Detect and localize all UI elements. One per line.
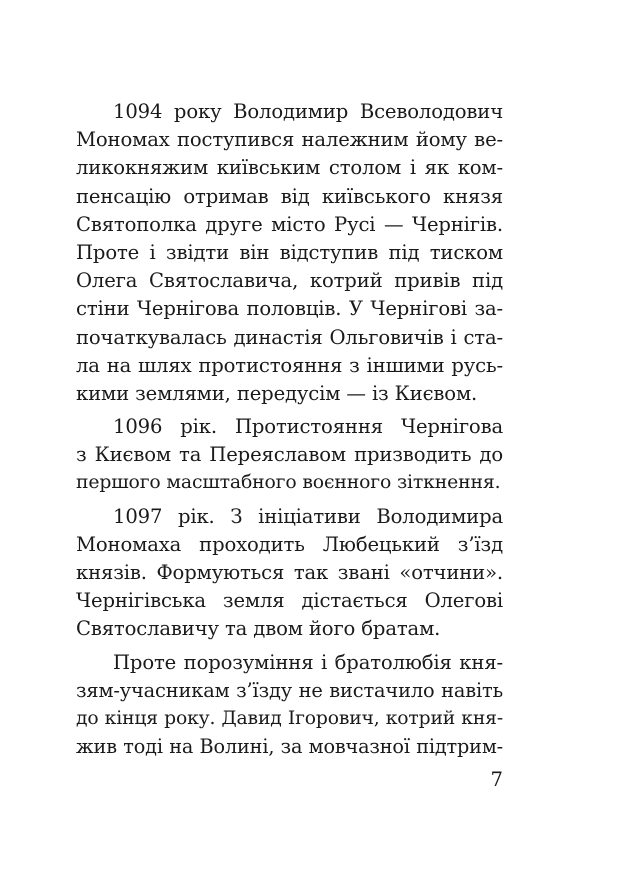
text-line: князів. Формуються так звані «отчини». xyxy=(76,561,503,584)
text-line: Мономаха проходить Любецький з’їзд xyxy=(76,532,503,556)
text-line: ла на шлях протистояння з іншими русь- xyxy=(76,353,503,377)
text-line: кими землями, передусім — із Києвом. xyxy=(76,381,478,405)
text-line: Проте і звідти він відступив під тиском xyxy=(76,240,503,264)
text-line: Чернігівська земля дістається Олегові xyxy=(76,589,503,613)
text-line: Святославичу та двом його братам. xyxy=(76,617,441,641)
text-line: стіни Чернігова половців. У Чернігові за- xyxy=(76,297,503,321)
body-text xyxy=(76,98,503,761)
text-line: до кінця року. Давид Ігорович, котрий кня- xyxy=(76,707,503,729)
text-line: 1097 рік. З ініціативи Володимира xyxy=(113,504,503,528)
text-line: Проте порозуміння і братолюбія кня- xyxy=(113,650,503,674)
text-line: 1096 рік. Протистояння Чернігова xyxy=(113,415,503,439)
text-line: першого масштабного воєнного зіткнення. xyxy=(76,472,501,494)
text-line: з Києвом та Переяславом призводить до xyxy=(76,443,503,467)
text-line: Святополка друге місто Русі — Чернігів. xyxy=(76,212,503,236)
text-line: зям-учасникам з’їзду не вистачило навіть xyxy=(76,678,503,702)
text-line: 1094 року Володимир Всеволодович xyxy=(113,100,503,123)
page-number: 7 xyxy=(490,768,503,791)
text-line: жив тоді на Волині, за мовчазної підтрим- xyxy=(76,735,503,759)
text-line: початкувалась династія Ольговичів і ста- xyxy=(76,325,503,349)
text-line: ликокняжим київським столом і як ком- xyxy=(76,156,503,180)
text-line: пенсацію отримав від київського князя xyxy=(76,184,503,208)
text-line: Олега Святославича, котрий привів під xyxy=(76,269,503,293)
text-line: Мономах поступився належним йому ве- xyxy=(76,128,503,152)
